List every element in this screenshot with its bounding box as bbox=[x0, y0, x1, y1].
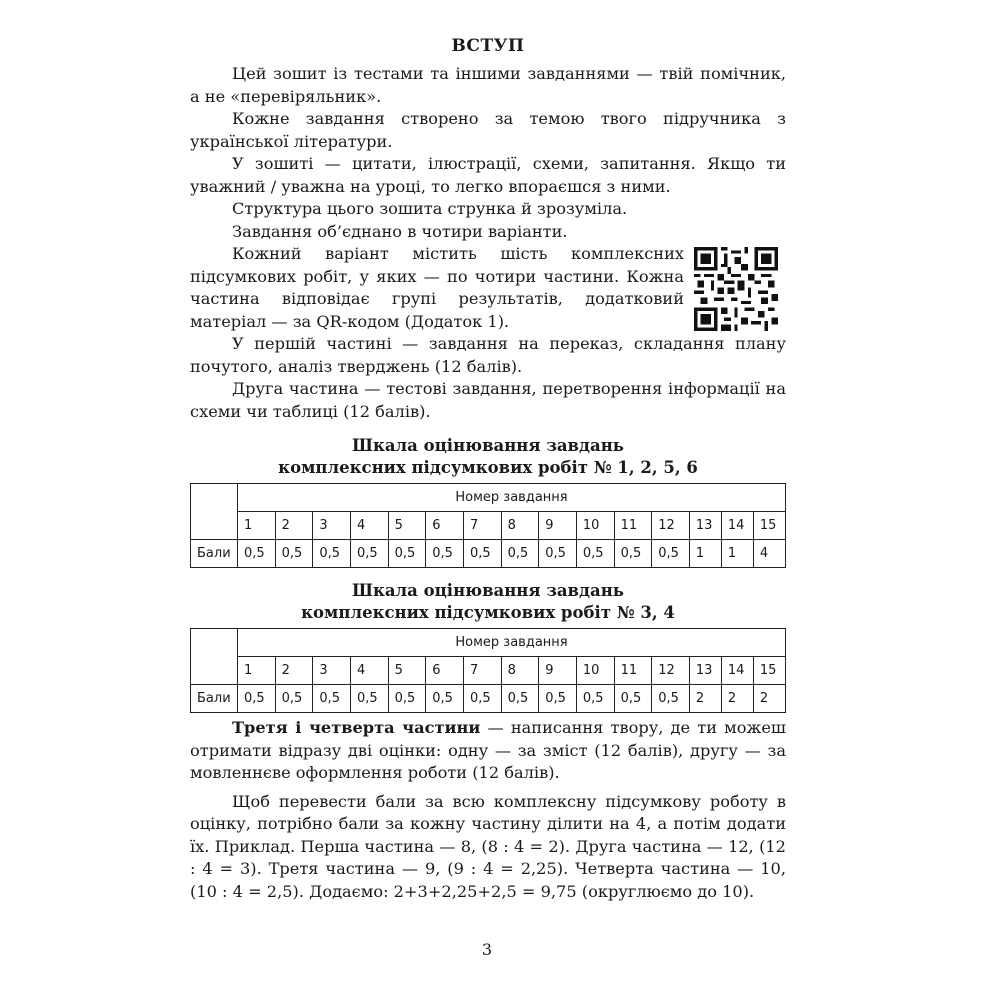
score-cell: 0,5 bbox=[501, 540, 539, 568]
table-corner-cell bbox=[191, 629, 238, 685]
score-cell: 0,5 bbox=[652, 685, 690, 713]
qr-code-icon[interactable] bbox=[694, 247, 778, 331]
score-cell: 0,5 bbox=[426, 685, 464, 713]
outro-paragraph-1-bold: Третя і четверта частини bbox=[232, 718, 481, 737]
row-label: Бали bbox=[191, 540, 238, 568]
task-number-cell: 10 bbox=[576, 512, 614, 540]
score-table-2 bbox=[190, 628, 786, 713]
task-number-cell: 9 bbox=[539, 512, 577, 540]
page-title: ВСТУП bbox=[451, 36, 525, 56]
table2-title-line1: Шкала оцінювання завдань bbox=[352, 581, 624, 600]
table2-title bbox=[190, 580, 786, 624]
outro-paragraph-1 bbox=[190, 717, 786, 785]
task-number-cell: 12 bbox=[652, 657, 690, 685]
intro-paragraph-6: Кожний варіант містить шість комплексних підсумкових робіт, у яких — по чотири частини. Кожна частина відповідає групі результатів, додатковий матеріал — за QR-кодом (Додаток 1). bbox=[190, 244, 684, 331]
table-number-row bbox=[191, 512, 786, 540]
score-cell: 0,5 bbox=[313, 540, 351, 568]
task-number-cell: 13 bbox=[689, 657, 721, 685]
score-cell: 0,5 bbox=[652, 540, 690, 568]
task-number-cell: 10 bbox=[576, 657, 614, 685]
task-number-cell: 11 bbox=[614, 512, 652, 540]
score-cell: 0,5 bbox=[388, 685, 426, 713]
task-number-cell: 15 bbox=[753, 657, 785, 685]
table-score-row bbox=[191, 685, 786, 713]
outro-paragraph-2: Щоб перевести бали за всю комплексну підсумкову роботу в оцінку, потрібно бали за кожну частину ділити на 4, а потім додати їх. Приклад. Перша частина — 8, (8 : 4 = 2). Друга частина — 12, (12 : 4 = 3). Третя частина — 9, (9 : 4 = 2,25). Четверта частина — 10, (10 : 4 = 2,5). Додаємо: 2+3+2,25+2,5 = 9,75 (округлюємо до 10). bbox=[190, 791, 786, 901]
task-number-cell: 15 bbox=[753, 512, 785, 540]
score-cell: 0,5 bbox=[275, 540, 313, 568]
task-number-cell: 1 bbox=[238, 512, 276, 540]
table2-title-line2: комплексних підсумкових робіт № 3, 4 bbox=[301, 603, 675, 622]
score-cell: 0,5 bbox=[350, 685, 388, 713]
intro-paragraph-5: Завдання об’єднано в чотири варіанти. bbox=[232, 221, 568, 241]
intro-paragraph-2: Кожне завдання створено за темою твого підручника з української літератури. bbox=[190, 109, 786, 151]
page-content bbox=[190, 30, 786, 903]
score-cell: 0,5 bbox=[576, 685, 614, 713]
intro-paragraph-7: У першій частині — завдання на переказ, складання плану почутого, аналіз тверджень (12 балів). bbox=[190, 334, 786, 376]
task-number-cell: 11 bbox=[614, 657, 652, 685]
table1-title bbox=[190, 435, 786, 479]
table-score-row bbox=[191, 540, 786, 568]
task-number-cell: 8 bbox=[501, 512, 539, 540]
score-cell: 0,5 bbox=[463, 685, 501, 713]
task-number-cell: 8 bbox=[501, 657, 539, 685]
task-number-cell: 5 bbox=[388, 512, 426, 540]
score-cell: 0,5 bbox=[539, 685, 577, 713]
task-number-cell: 14 bbox=[721, 657, 753, 685]
task-number-cell: 12 bbox=[652, 512, 690, 540]
task-number-cell: 3 bbox=[313, 657, 351, 685]
score-cell: 0,5 bbox=[313, 685, 351, 713]
score-cell: 1 bbox=[689, 540, 721, 568]
intro-paragraph-3: У зошиті — цитати, ілюстрації, схеми, запитання. Якщо ти уважний / уважна на уроці, то легко впораєшся з ними. bbox=[190, 154, 786, 196]
page-number: 3 bbox=[481, 940, 493, 959]
task-number-cell: 13 bbox=[689, 512, 721, 540]
task-number-cell: 7 bbox=[463, 512, 501, 540]
table-corner-cell bbox=[191, 484, 238, 540]
intro-paragraph-4: Структура цього зошита струнка й зрозуміла. bbox=[232, 199, 628, 218]
task-number-cell: 14 bbox=[721, 512, 753, 540]
task-number-cell: 6 bbox=[426, 512, 464, 540]
task-number-cell: 2 bbox=[275, 657, 313, 685]
table-header: Номер завдання bbox=[238, 629, 786, 657]
task-number-cell: 3 bbox=[313, 512, 351, 540]
intro-paragraph-1: Цей зошит із тестами та іншими завданнями — твій помічник, а не «перевіряльник». bbox=[190, 64, 786, 106]
score-cell: 0,5 bbox=[576, 540, 614, 568]
outro-paragraph-1-rest: — написання твору, де ти можеш отримати відразу дві оцінки: одну — за зміст (12 балів), другу — за мовленнєве оформлення роботи (12 балів). bbox=[190, 718, 786, 782]
intro-paragraph-8: Друга частина — тестові завдання, перетворення інформації на схеми чи таблиці (12 балів). bbox=[190, 379, 786, 421]
task-number-cell: 6 bbox=[426, 657, 464, 685]
table-number-row bbox=[191, 657, 786, 685]
table1-title-line1: Шкала оцінювання завдань bbox=[352, 436, 624, 455]
score-cell: 2 bbox=[721, 685, 753, 713]
score-cell: 0,5 bbox=[350, 540, 388, 568]
score-cell: 0,5 bbox=[238, 685, 276, 713]
task-number-cell: 9 bbox=[539, 657, 577, 685]
table1-title-line2: комплексних підсумкових робіт № 1, 2, 5, 6 bbox=[278, 458, 698, 477]
score-cell: 1 bbox=[721, 540, 753, 568]
task-number-cell: 4 bbox=[350, 657, 388, 685]
score-cell: 2 bbox=[753, 685, 785, 713]
score-cell: 0,5 bbox=[275, 685, 313, 713]
task-number-cell: 2 bbox=[275, 512, 313, 540]
score-cell: 2 bbox=[689, 685, 721, 713]
task-number-cell: 7 bbox=[463, 657, 501, 685]
score-cell: 0,5 bbox=[539, 540, 577, 568]
score-cell: 0,5 bbox=[388, 540, 426, 568]
row-label: Бали bbox=[191, 685, 238, 713]
task-number-cell: 5 bbox=[388, 657, 426, 685]
task-number-cell: 1 bbox=[238, 657, 276, 685]
score-cell: 0,5 bbox=[426, 540, 464, 568]
score-cell: 0,5 bbox=[501, 685, 539, 713]
score-cell: 0,5 bbox=[614, 685, 652, 713]
score-cell: 4 bbox=[753, 540, 785, 568]
qr-section bbox=[190, 243, 786, 333]
table-header: Номер завдання bbox=[238, 484, 786, 512]
score-cell: 0,5 bbox=[238, 540, 276, 568]
score-table-1 bbox=[190, 483, 786, 568]
score-cell: 0,5 bbox=[614, 540, 652, 568]
task-number-cell: 4 bbox=[350, 512, 388, 540]
score-cell: 0,5 bbox=[463, 540, 501, 568]
